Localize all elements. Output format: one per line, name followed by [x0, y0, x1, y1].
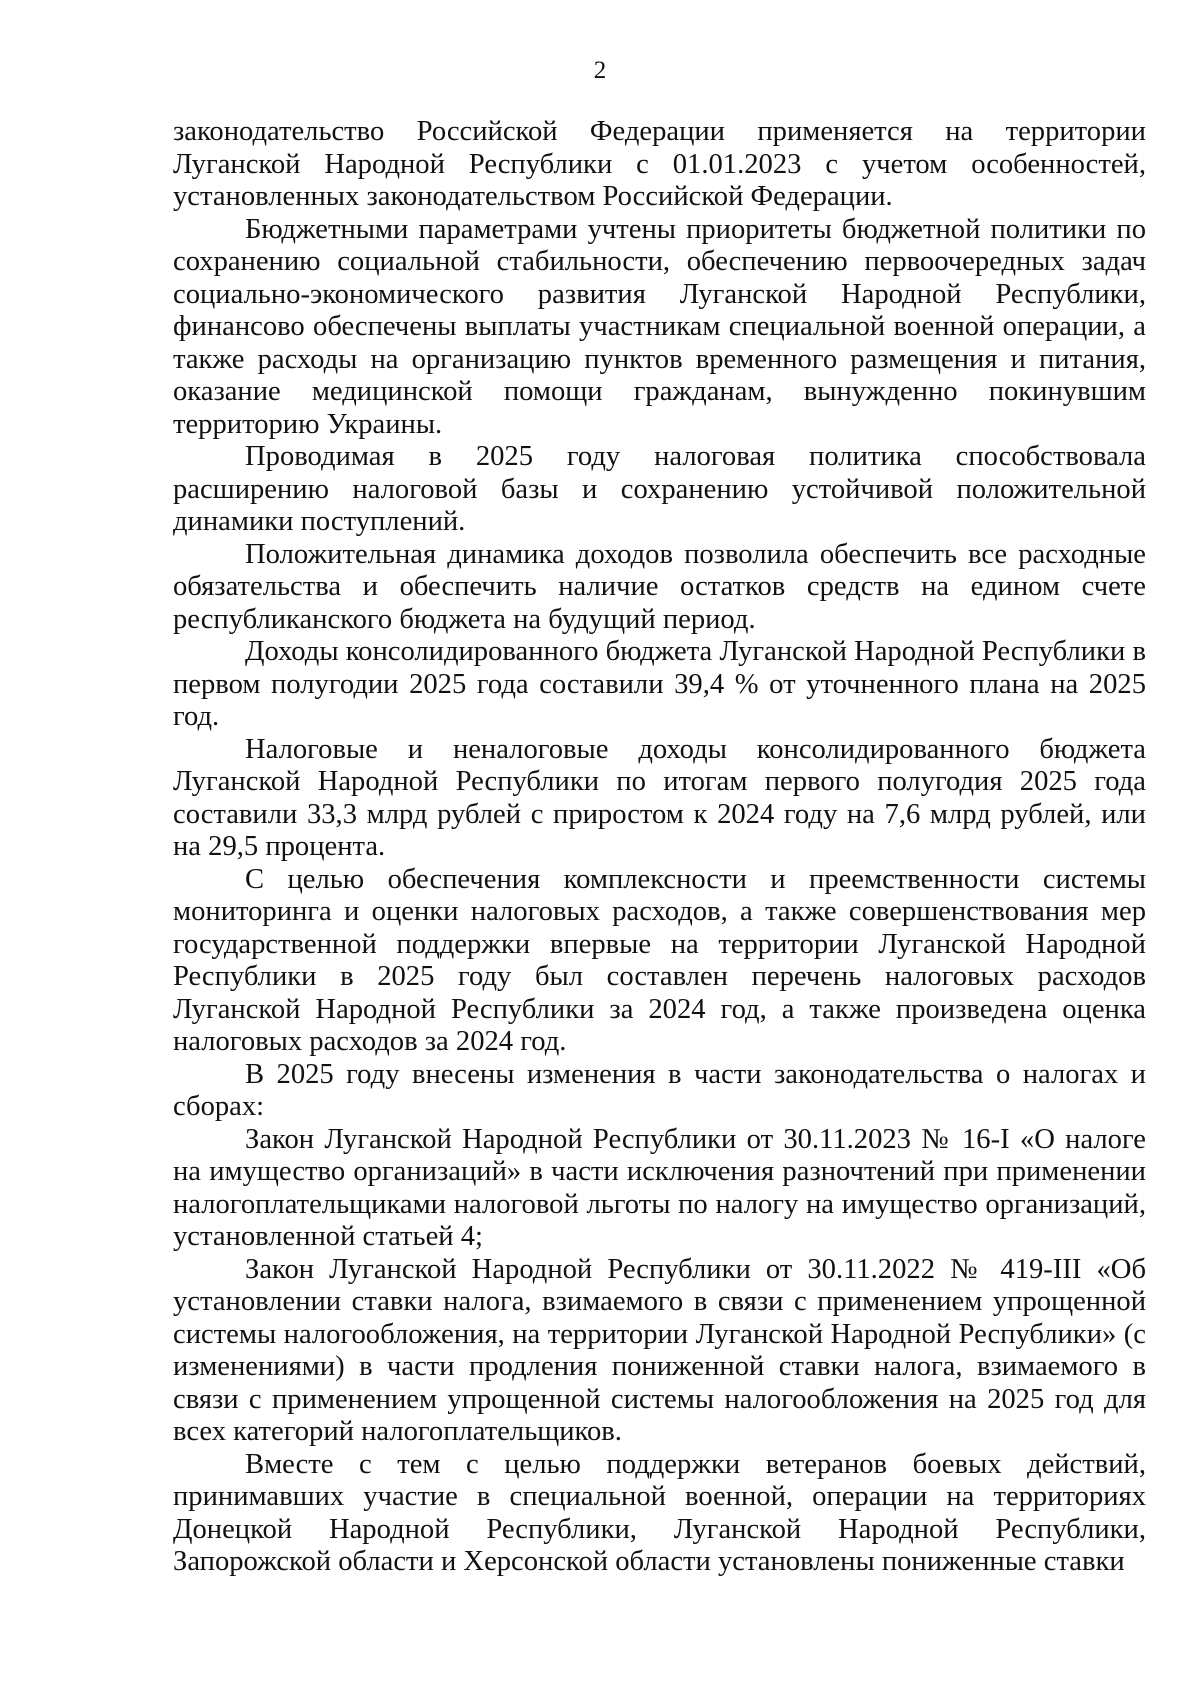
paragraph-6: Налоговые и неналоговые доходы консолидированного бюджета Луганской Народной Республики по итогам первого полугодия 2025 года составили 33,3 млрд рублей с приростом к 2024 году на 7,6 млрд рублей, или на 29,5 процента.: [173, 733, 1146, 862]
paragraph-9: Закон Луганской Народной Республики от 30.11.2023 № 16-I «О налоге на имущество организаций» в части исключения разночтений при применении налогоплательщиками налоговой льготы по налогу на имущество организаций, установленной статьей 4;: [173, 1123, 1146, 1252]
paragraph-4: Положительная динамика доходов позволила обеспечить все расходные обязательства и обеспечить наличие остатков средств на едином счете республиканского бюджета на будущий период.: [173, 538, 1146, 635]
paragraph-8: В 2025 году внесены изменения в части законодательства о налогах и сборах:: [173, 1058, 1146, 1122]
paragraph-2: Бюджетными параметрами учтены приоритеты бюджетной политики по сохранению социальной стабильности, обеспечению первоочередных задач социально-экономического развития Луганской Народной Республики, финансово обеспечены выплаты участникам специальной военной операции, а также расходы на организацию пунктов временного размещения и питания, оказание медицинской помощи гражданам, вынужденно покинувшим территорию Украины.: [173, 213, 1146, 440]
paragraph-5: Доходы консолидированного бюджета Луганской Народной Республики в первом полугодии 2025 года составили 39,4 % от уточненного плана на 2025 год.: [173, 636, 1146, 732]
paragraph-3: Проводимая в 2025 году налоговая политика способствовала расширению налоговой базы и сохранению устойчивой положительной динамики поступлений.: [173, 441, 1146, 537]
page-number: 2: [593, 57, 607, 84]
paragraph-10: Закон Луганской Народной Республики от 30.11.2022 № 419-III «Об установлении ставки налога, взимаемого в связи с применением упрощенной системы налогообложения, на территории Луганской Народной Республики» (с изменениями) в части продления пониженной ставки налога, взимаемого в связи с применением упрощенной системы налогообложения на 2025 год для всех категорий налогоплательщиков.: [173, 1253, 1146, 1447]
paragraph-1: законодательство Российской Федерации применяется на территории Луганской Народной Республики с 01.01.2023 с учетом особенностей, установленных законодательством Российской Федерации.: [173, 116, 1146, 212]
paragraph-11: Вместе с тем с целью поддержки ветеранов боевых действий, принимавших участие в специальной военной, операции на территориях Донецкой Народной Республики, Луганской Народной Республики, Запорожской области и Херсонской области установлены пониженные ставки: [173, 1448, 1146, 1577]
paragraph-7: С целью обеспечения комплексности и преемственности системы мониторинга и оценки налоговых расходов, а также совершенствования мер государственной поддержки впервые на территории Луганской Народной Республики в 2025 году был составлен перечень налоговых расходов Луганской Народной Республики за 2024 год, а также произведена оценка налоговых расходов за 2024 год.: [173, 863, 1146, 1057]
document-body: [173, 116, 1146, 1579]
